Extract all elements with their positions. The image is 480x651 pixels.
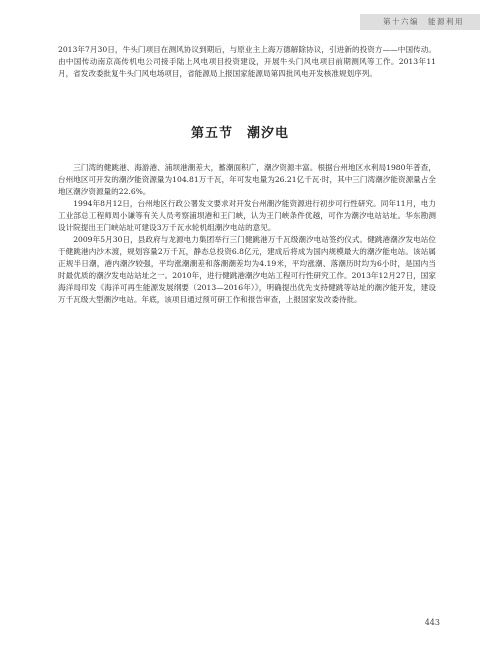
section-title: 第五节 潮汐电 [190,126,289,141]
body-paragraph-2: 1994年8月12日，台州地区行政公署发文要求对开发台州潮汐能资源进行初步可行性研究。同年11月，电力工业部总工程师周小谦等有关人员考察浦坝港和王门峡，认为王门峡条件优越，可作为潮汐电站站址。华东勘测设计院提出王门峡站址可建设3万千瓦水轮机组潮汐电站的意见。 [58,199,436,232]
section-body [58,162,436,306]
running-header: 第十六编 能源利用 [383,17,464,26]
page-number: 443 [424,618,440,627]
intro-paragraph: 2013年7月30日，牛头门项目在测风协议到期后，与原业主上海万德解除协议，引进新的投资方——中国传动。由中国传动南京高传机电公司接手陆上风电项目投资建设，开展牛头门风电项目前期测风等工作。2013年11月，省发改委批复牛头门风电场项目，省能源局上报国家能源局第四批风电开发核准规划序列。 [58,45,436,78]
intro-section [58,44,436,80]
body-paragraph-1: 三门湾的健跳港、海游港、浦坝港潮差大，蓄潮面积广，潮汐资源丰富。根据台州地区水利局1980年普查，台州地区可开发的潮汐能资源量为104.81万千瓦，年可发电量为26.21亿千瓦·时，其中三门湾潮汐能资源量占全地区潮汐资源量的22.6%。 [58,163,436,196]
body-paragraph-3: 2009年5月30日，县政府与龙源电力集团举行三门健跳港万千瓦级潮汐电站签约仪式。健跳港潮汐发电站位于健跳港内沙木渡，规划容量2万千瓦，静态总投资6.8亿元，建成后将成为国内规模最大的潮汐能电站。该站属正规半日潮，港内潮汐较强，平均涨潮潮差和落潮潮差均为4.19米，平均涨潮、落潮历时均为6小时，是国内当时最优质的潮汐发电站站址之一。2010年，进行健跳港潮汐电站工程可行性研究工作。2013年12月27日，国家海洋局印发《海洋可再生能源发展纲要（2013—2016年）》，明确提出优先支持健跳等站址的潮汐能开发，建设万千瓦级大型潮汐电站。年底，该项目通过预可研工作和报告审查，上报国家发改委待批。 [58,235,436,304]
